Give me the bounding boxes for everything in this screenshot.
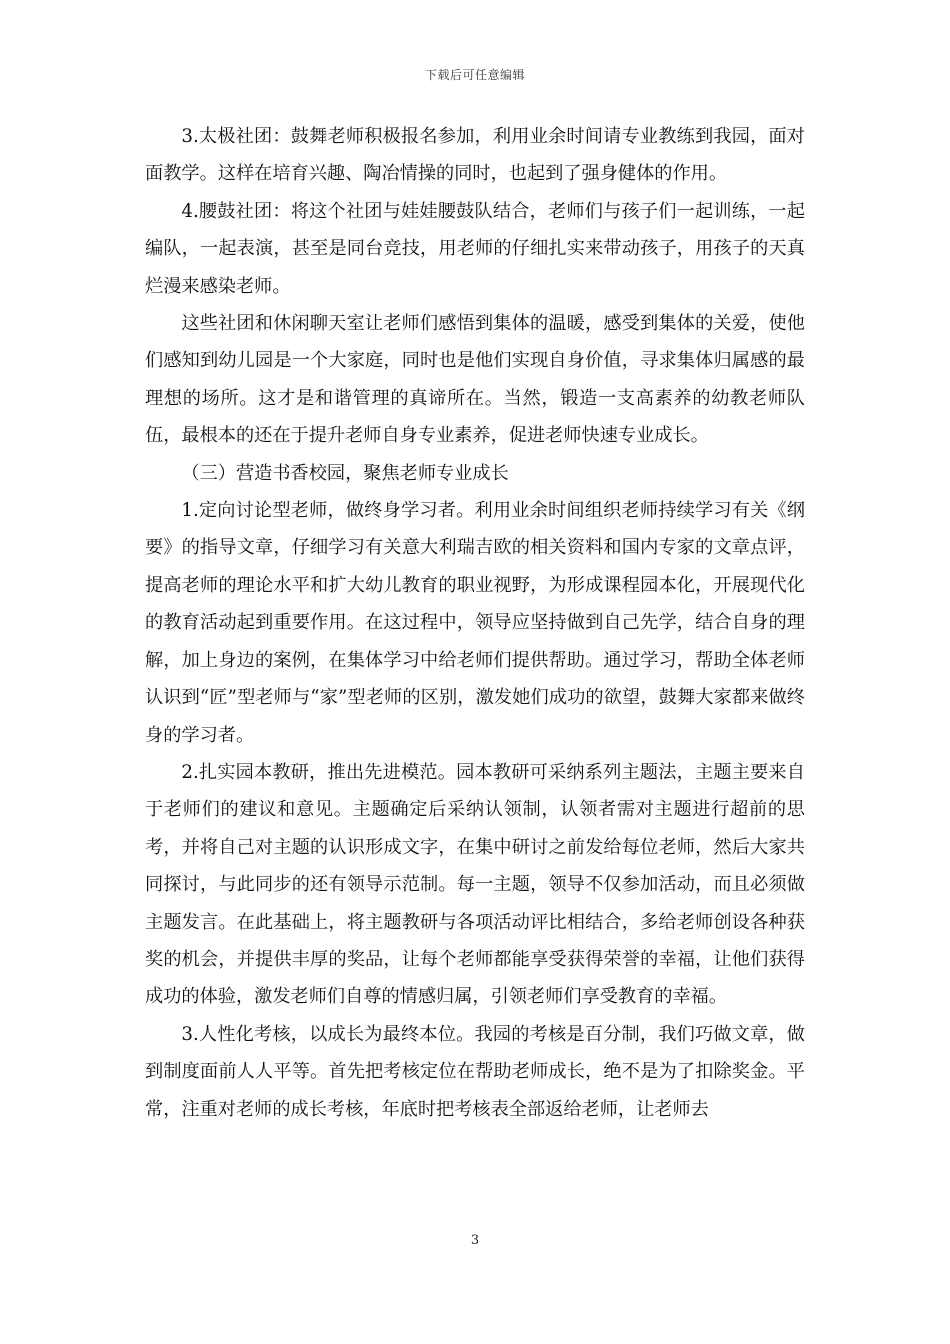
paragraph-lifelong-learning: 1.定向讨论型老师，做终身学习者。利用业余时间组织老师持续学习有关《纲要》的指导文章，仔细学习有关意大利瑞吉欧的相关资料和国内专家的文章点评，提高老师的理论水平和扩大幼儿教育的职业视野，为形成课程园本化，开展现代化的教育活动起到重要作用。在这过程中，领导应坚持做到自己先学，结合自身的理解，加上身边的案例，在集体学习中给老师们提供帮助。通过学习，帮助全体老师认识到“匠”型老师与“家”型老师的区别，激发她们成功的欲望，鼓舞大家都来做终身的学习者。 bbox=[145, 500, 805, 746]
document-body bbox=[145, 118, 805, 1128]
page-number: 3 bbox=[470, 1233, 480, 1248]
section-heading: （三）营造书香校园，聚焦老师专业成长 bbox=[181, 462, 509, 484]
page-header: 下载后可任意编辑 bbox=[424, 68, 525, 82]
paragraph-clubs-summary: 这些社团和休闲聊天室让老师们感悟到集体的温暖，感受到集体的关爱，使他们感知到幼儿园是一个大家庭，同时也是他们实现自身价值，寻求集体归属感的最理想的场所。这才是和谐管理的真谛所在。当然，锻造一支高素养的幼教老师队伍，最根本的还在于提升老师自身专业素养，促进老师快速专业成长。 bbox=[145, 313, 805, 447]
paragraph-taiji-club: 3.太极社团：鼓舞老师积极报名参加，利用业余时间请专业教练到我园，面对面教学。这样在培育兴趣、陶冶情操的同时，也起到了强身健体的作用。 bbox=[145, 126, 805, 185]
paragraph-waist-drum-club: 4.腰鼓社团：将这个社团与娃娃腰鼓队结合，老师们与孩子们一起训练，一起编队，一起表演，甚至是同台竞技，用老师的仔细扎实来带动孩子，用孩子的天真烂漫来感染老师。 bbox=[145, 200, 805, 297]
paragraph-assessment: 3.人性化考核，以成长为最终本位。我园的考核是百分制，我们巧做文章，做到制度面前人人平等。首先把考核定位在帮助老师成长，绝不是为了扣除奖金。平常，注重对老师的成长考核，年底时把考核表全部返给老师，让老师去 bbox=[145, 1023, 805, 1120]
paragraph-school-research: 2.扎实园本教研，推出先进模范。园本教研可采纳系列主题法，主题主要来自于老师们的建议和意见。主题确定后采纳认领制，认领者需对主题进行超前的思考，并将自己对主题的认识形成文字，在集中研讨之前发给每位老师，然后大家共同探讨，与此同步的还有领导示范制。每一主题，领导不仅参加活动，而且必须做主题发言。在此基础上，将主题教研与各项活动评比相结合，多给老师创设各种获奖的机会，并提供丰厚的奖品，让每个老师都能享受获得荣誉的幸福，让他们获得成功的体验，激发老师们自尊的情感归属，引领老师们享受教育的幸福。 bbox=[145, 761, 805, 1008]
